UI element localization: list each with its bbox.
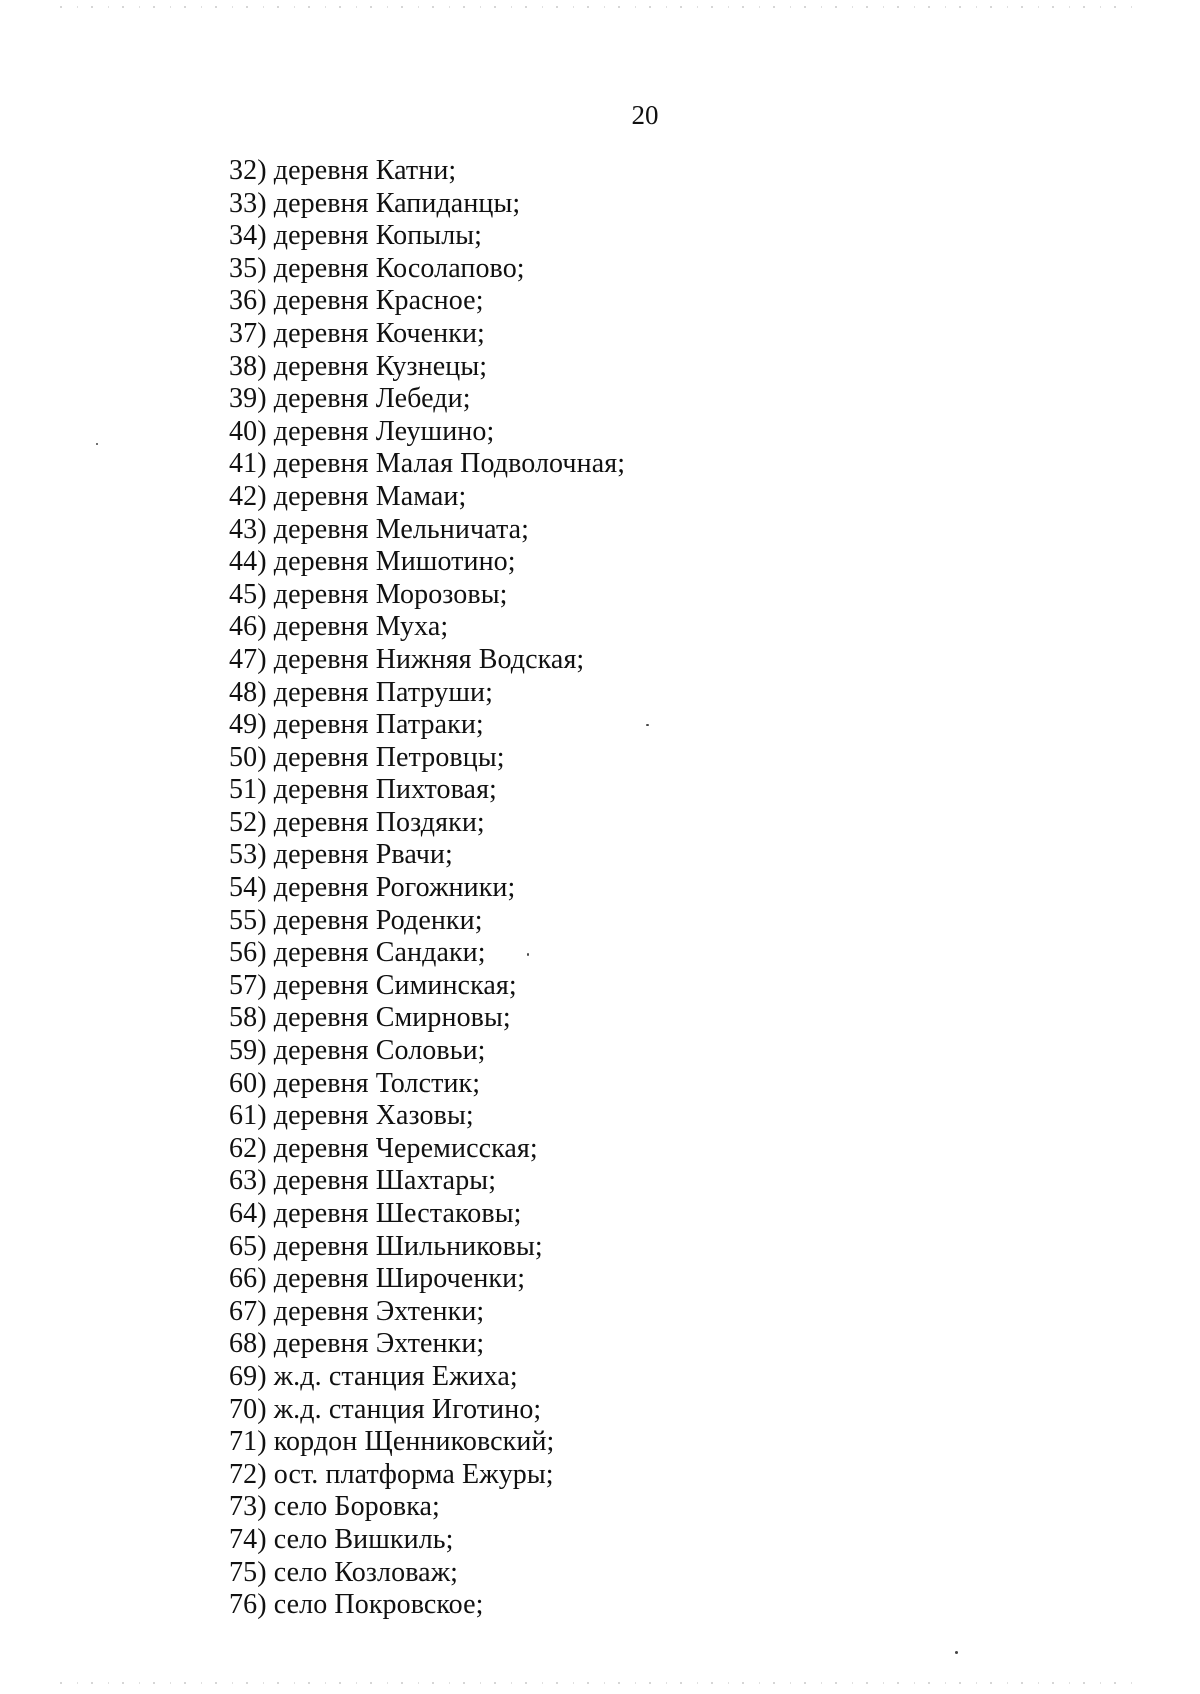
list-item: 75) село Козловаж; xyxy=(229,1556,459,1588)
list-item: 60) деревня Толстик; xyxy=(229,1067,481,1099)
list-item: 72) ост. платформа Ежуры; xyxy=(229,1458,554,1490)
list-item: 32) деревня Катни; xyxy=(229,155,457,186)
list-item: 61) деревня Хазовы; xyxy=(229,1100,474,1132)
list-item: 36) деревня Красное; xyxy=(229,285,484,317)
list-item: 70) ж.д. станция Иготино; xyxy=(229,1393,542,1425)
list-item: 62) деревня Черемисская; xyxy=(229,1132,538,1164)
list-item: 56) деревня Сандаки; xyxy=(229,937,486,969)
list-item: 57) деревня Симинская; xyxy=(229,969,517,1001)
list-item: 43) деревня Мельничата; xyxy=(229,513,530,545)
edge-noise-bottom xyxy=(60,1682,1140,1684)
list-item: 64) деревня Шестаковы; xyxy=(229,1198,522,1229)
list-item: 76) село Покровское; xyxy=(229,1589,484,1621)
list-item: 33) деревня Капиданцы; xyxy=(229,187,521,219)
settlement-list xyxy=(229,155,625,1622)
list-item: 55) деревня Роденки; xyxy=(229,904,483,936)
list-item: 73) село Боровка; xyxy=(229,1491,440,1523)
list-item: 50) деревня Петровцы; xyxy=(229,741,505,773)
scan-speck xyxy=(527,953,529,956)
list-item: 38) деревня Кузнецы; xyxy=(229,350,488,382)
scan-speck xyxy=(96,443,98,445)
list-item: 58) деревня Смирновы; xyxy=(229,1002,511,1034)
scan-speck xyxy=(955,1651,958,1654)
scan-speck xyxy=(646,724,649,726)
list-item: 42) деревня Мамаи; xyxy=(229,480,467,512)
list-item: 53) деревня Рвачи; xyxy=(229,839,453,871)
list-item: 67) деревня Эхтенки; xyxy=(229,1295,485,1327)
list-item: 48) деревня Патруши; xyxy=(229,676,493,708)
list-item: 41) деревня Малая Подволочная; xyxy=(229,448,626,480)
list-item: 45) деревня Морозовы; xyxy=(229,578,508,610)
list-item: 37) деревня Коченки; xyxy=(229,317,485,349)
list-item: 63) деревня Шахтары; xyxy=(229,1165,497,1197)
list-item: 40) деревня Леушино; xyxy=(229,415,495,447)
list-item: 68) деревня Эхтенки; xyxy=(229,1328,485,1360)
list-item: 39) деревня Лебеди; xyxy=(229,383,471,415)
list-item: 35) деревня Косолапово; xyxy=(229,252,525,284)
page-number: 20 xyxy=(631,100,659,130)
list-item: 46) деревня Муха; xyxy=(229,611,449,643)
list-item: 65) деревня Шильниковы; xyxy=(229,1230,543,1262)
list-item: 47) деревня Нижняя Водская; xyxy=(229,643,585,675)
list-item: 54) деревня Рогожники; xyxy=(229,872,516,904)
list-item: 59) деревня Соловьи; xyxy=(229,1035,486,1067)
list-item: 51) деревня Пихтовая; xyxy=(229,774,497,806)
list-item: 66) деревня Широченки; xyxy=(229,1263,526,1295)
list-item: 74) село Вишкиль; xyxy=(229,1523,454,1555)
list-item: 34) деревня Копылы; xyxy=(229,220,483,252)
list-item: 49) деревня Патраки; xyxy=(229,709,484,741)
list-item: 71) кордон Щенниковский; xyxy=(229,1426,555,1458)
edge-noise-top xyxy=(60,6,1140,8)
list-item: 44) деревня Мишотино; xyxy=(229,546,516,578)
list-item: 52) деревня Поздяки; xyxy=(229,806,485,838)
list-item: 69) ж.д. станция Ежиха; xyxy=(229,1360,518,1392)
